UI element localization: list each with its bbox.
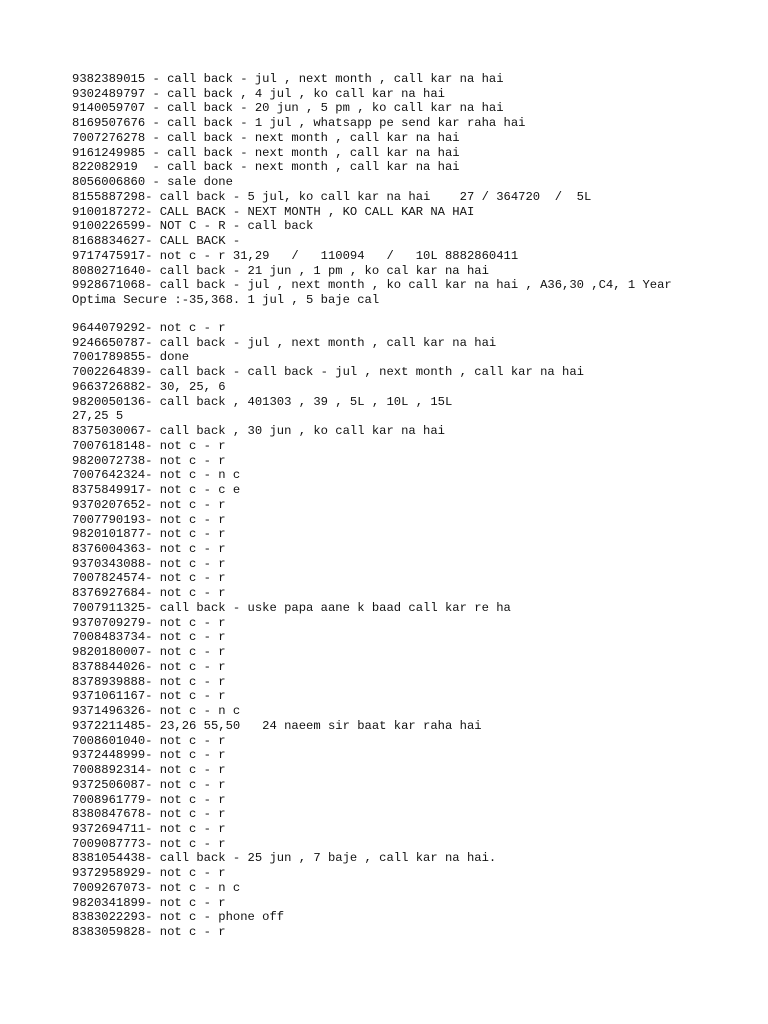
log-line: 7007276278 - call back - next month , call kar na hai [72,130,460,145]
log-line: 7008892314- not c - r [72,763,226,778]
log-line: 9820341899- not c - r [72,895,226,910]
log-line: 8376004363- not c - r [72,542,226,557]
log-line: 8381054438- call back - 25 jun , 7 baje , call kar na hai. [72,851,497,866]
log-line: 9928671068- call back - jul , next month , ko call kar na hai , A36,30 ,C4, 1 Year [72,278,672,293]
log-line: 7007790193- not c - r [72,512,226,527]
log-line: 7008483734- not c - r [72,630,226,645]
log-line: 8056006860 - sale done [72,175,233,190]
log-line: 9372958929- not c - r [72,866,226,881]
log-line: 9371496326- not c - n c [72,704,241,719]
log-line: 8378844026- not c - r [72,659,226,674]
log-line: 9382389015 - call back - jul , next month , call kar na hai [72,72,504,86]
log-line: 7007824574- not c - r [72,571,226,586]
log-line: 9820180007- not c - r [72,645,226,660]
log-line: 9140059707 - call back - 20 jun , 5 pm , ko call kar na hai [72,101,504,116]
call-log-block-1 [72,72,752,308]
log-line: 8168834627- CALL BACK - [72,234,241,249]
log-line: 9246650787- call back - jul , next month , call kar na hai [72,335,497,350]
log-line: 9372694711- not c - r [72,821,226,836]
log-line: 8376927684- not c - r [72,586,226,601]
log-line: 8383059828- not c - r [72,925,226,940]
log-line: 7009267073- not c - n c [72,880,241,895]
log-line: 8383022293- not c - phone off [72,910,285,925]
log-line: 8155887298- call back - 5 jul, ko call kar na hai 27 / 364720 / 5L [72,189,592,204]
log-line: 7001789855- done [72,350,190,365]
log-line: 9820050136- call back , 401303 , 39 , 5L , 10L , 15L [72,394,453,409]
log-line: 9371061167- not c - r [72,689,226,704]
call-log-block-2 [72,321,752,940]
log-line: 9372448999- not c - r [72,748,226,763]
log-line: 7007911325- call back - uske papa aane k baad call kar re ha [72,600,511,615]
log-line: 7009087773- not c - r [72,836,226,851]
log-line: Optima Secure :-35,368. 1 jul , 5 baje cal [72,293,380,308]
log-line: 9302489797 - call back , 4 jul , ko call kar na hai [72,86,445,101]
log-line: 8169507676 - call back - 1 jul , whatsapp pe send kar raha hai [72,116,526,131]
log-line: 9100226599- NOT C - R - call back [72,219,314,234]
log-line: 7002264839- call back - call back - jul , next month , call kar na hai [72,365,584,380]
log-line: 8380847678- not c - r [72,807,226,822]
log-line: 27,25 5 [72,409,124,424]
log-line: 9372506087- not c - r [72,777,226,792]
log-line: 8375849917- not c - c e [72,483,241,498]
log-line: 9370343088- not c - r [72,556,226,571]
log-line: 8375030067- call back , 30 jun , ko call kar na hai [72,424,445,439]
log-line: 8080271640- call back - 21 jun , 1 pm , ko cal kar na hai [72,263,489,278]
log-line: 7008961779- not c - r [72,792,226,807]
log-line: 9100187272- CALL BACK - NEXT MONTH , KO CALL KAR NA HAI [72,204,475,219]
log-line: 9717475917- not c - r 31,29 / 110094 / 10L 8882860411 [72,248,519,263]
log-line: 9372211485- 23,26 55,50 24 naeem sir baat kar raha hai [72,718,482,733]
log-line: 9820072738- not c - r [72,453,226,468]
log-line: 8378939888- not c - r [72,674,226,689]
log-line: 822082919 - call back - next month , call kar na hai [72,160,460,175]
log-line: 7007618148- not c - r [72,438,226,453]
log-line: 9370709279- not c - r [72,615,226,630]
log-line: 9644079292- not c - r [72,321,226,335]
log-line: 9370207652- not c - r [72,497,226,512]
log-line: 9820101877- not c - r [72,527,226,542]
log-line: 9663726882- 30, 25, 6 [72,379,226,394]
log-line: 7008601040- not c - r [72,733,226,748]
log-line: 9161249985 - call back - next month , call kar na hai [72,145,460,160]
log-line: 7007642324- not c - n c [72,468,241,483]
